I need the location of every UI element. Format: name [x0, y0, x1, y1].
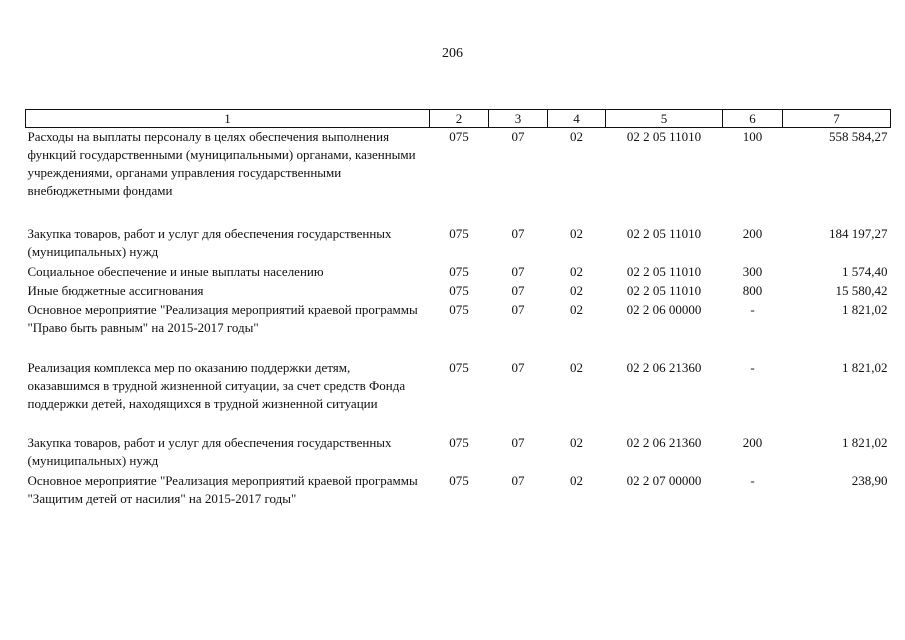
row-description: Иные бюджетные ассигнования [27, 282, 204, 298]
table-row [26, 282, 891, 301]
table-row [26, 128, 891, 225]
cell-amount: 1 821,02 [842, 301, 888, 317]
header-cell: 5 [606, 110, 723, 128]
header-cell: 4 [548, 110, 606, 128]
table-row [26, 301, 891, 359]
cell-amount: 1 821,02 [842, 434, 888, 450]
cell-code-5: 02 2 05 11010 [626, 263, 702, 279]
header-cell: 3 [489, 110, 548, 128]
cell-amount: 558 584,27 [829, 129, 888, 144]
cell-code-4: 02 [570, 301, 583, 317]
cell-code-3: 07 [511, 282, 525, 298]
cell-code-4: 02 [570, 263, 583, 279]
cell-code-4: 02 [570, 282, 583, 298]
cell-code-2: 075 [449, 225, 469, 241]
budget-table [25, 109, 891, 510]
header-row [26, 110, 891, 128]
cell-code-6: - [750, 359, 755, 375]
cell-code-4: 02 [570, 434, 583, 450]
header-cell: 6 [723, 110, 783, 128]
cell-code-6: 300 [742, 263, 763, 279]
cell-code-2: 075 [449, 301, 469, 317]
cell-code-3: 07 [511, 129, 525, 144]
row-description: Основное мероприятие "Реализация мероприятий краевой программы "Защитим детей от насилия" на 2015-2017 годы" [27, 472, 418, 506]
row-description: Реализация комплекса мер по оказанию поддержки детям, оказавшимся в трудной жизненной ситуации, за счет средств Фонда поддержки детей, находящихся в трудной жизненной ситуации [27, 359, 406, 411]
row-description: Закупка товаров, работ и услуг для обеспечения государственных (муниципальных) нужд [27, 434, 392, 468]
cell-code-3: 07 [511, 225, 525, 241]
table-row [26, 434, 891, 472]
row-description: Социальное обеспечение и иные выплаты населению [27, 263, 324, 279]
cell-code-2: 075 [449, 263, 469, 279]
header-cell: 1 [26, 110, 430, 128]
cell-amount: 184 197,27 [829, 225, 888, 241]
cell-code-2: 075 [449, 359, 469, 375]
cell-code-4: 02 [570, 359, 583, 375]
cell-code-5: 02 2 05 11010 [626, 282, 702, 298]
cell-code-6: 100 [742, 129, 763, 144]
cell-code-5: 02 2 05 11010 [626, 225, 702, 241]
cell-code-2: 075 [449, 434, 469, 450]
cell-code-4: 02 [570, 129, 583, 144]
cell-amount: 238,90 [851, 472, 888, 488]
cell-code-2: 075 [449, 129, 469, 144]
cell-code-5: 02 2 07 00000 [626, 472, 702, 488]
cell-code-2: 075 [449, 472, 469, 488]
cell-code-5: 02 2 05 11010 [626, 129, 702, 144]
cell-code-5: 02 2 06 21360 [626, 359, 702, 375]
cell-code-6: 200 [742, 225, 763, 241]
cell-code-3: 07 [511, 434, 525, 450]
row-description: Закупка товаров, работ и услуг для обеспечения государственных (муниципальных) нужд [27, 225, 392, 259]
cell-code-5: 02 2 06 00000 [626, 301, 702, 317]
cell-code-2: 075 [449, 282, 469, 298]
cell-code-6: - [750, 301, 755, 317]
table-row [26, 263, 891, 282]
header-cell: 2 [430, 110, 489, 128]
cell-code-5: 02 2 06 21360 [626, 434, 702, 450]
table-row [26, 359, 891, 434]
row-description: Расходы на выплаты персоналу в целях обеспечения выполнения функций государственными (муниципальными) органами, казенными учреждениями, органами управления государственными внебюджетными фондами [27, 129, 416, 198]
cell-amount: 1 821,02 [842, 359, 888, 375]
cell-amount: 1 574,40 [842, 263, 888, 279]
cell-code-6: 200 [742, 434, 763, 450]
page-number: 206 [442, 46, 463, 61]
cell-code-3: 07 [511, 359, 525, 375]
table-row [26, 225, 891, 263]
cell-code-4: 02 [570, 225, 583, 241]
row-description: Основное мероприятие "Реализация мероприятий краевой программы "Право быть равным" на 2015-2017 годы" [27, 301, 418, 335]
cell-amount: 15 580,42 [835, 282, 888, 298]
cell-code-3: 07 [511, 301, 525, 317]
table-row [26, 472, 891, 510]
cell-code-3: 07 [511, 472, 525, 488]
header-cell: 7 [783, 110, 891, 128]
cell-code-6: 800 [742, 282, 763, 298]
cell-code-4: 02 [570, 472, 583, 488]
cell-code-3: 07 [511, 263, 525, 279]
cell-code-6: - [750, 472, 755, 488]
